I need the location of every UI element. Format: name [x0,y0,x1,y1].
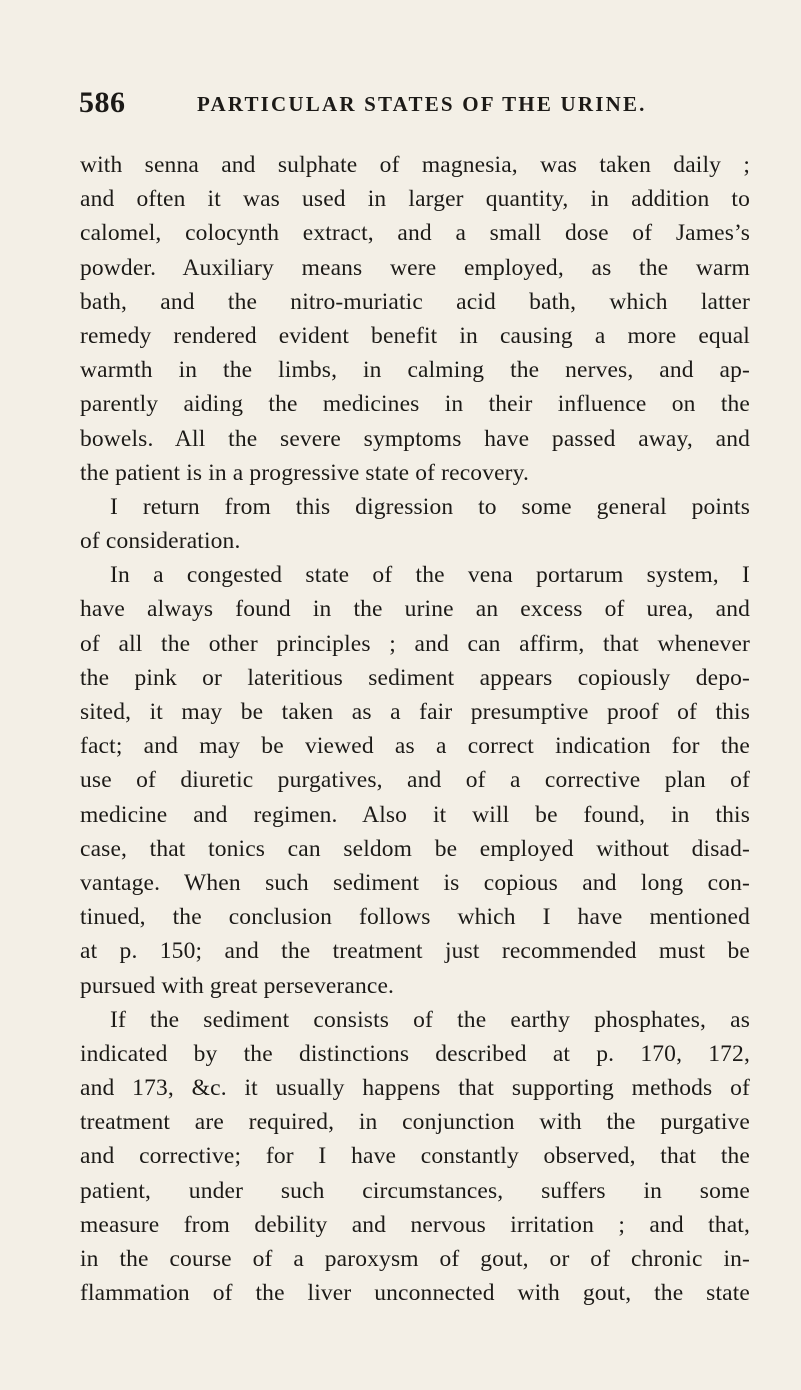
text-line: and corrective; for I have constantly observed, that the [80,1143,750,1170]
text-line: of consideration. [80,528,241,555]
text-line: pursued with great perseverance. [80,972,395,999]
text-line: vantage. When such sediment is copious and long con- [80,869,750,896]
text-line: remedy rendered evident benefit in causing a more equal [80,322,750,349]
text-line: of all the other principles ; and can affirm, that whenever [80,630,750,657]
text-line: at p. 150; and the treatment just recommended must be [80,938,750,965]
text-line: calomel, colocynth extract, and a small dose of James’s [80,220,750,247]
running-head [79,86,759,120]
text-line: parently aiding the medicines in their influence on the [80,391,750,418]
text-line: and 173, &c. it usually happens that supporting methods of [80,1075,750,1102]
page-number: 586 [79,86,126,119]
text-line: warmth in the limbs, in calming the nerves, and ap- [80,357,750,384]
text-line: the patient is in a progressive state of recovery. [80,459,530,486]
text-line: have always found in the urine an excess of urea, and [80,596,750,623]
text-line: medicine and regimen. Also it will be found, in this [80,801,750,828]
text-line: fact; and may be viewed as a correct indication for the [80,733,750,760]
text-line: treatment are required, in conjunction with the purgative [80,1109,750,1136]
text-line: the pink or lateritious sediment appears copiously depo- [80,664,750,691]
text-line: I return from this digression to some general points [110,493,750,520]
text-line: tinued, the conclusion follows which I have mentioned [80,904,750,931]
text-line: powder. Auxiliary means were employed, as the warm [80,254,750,281]
body-text [80,148,750,1310]
text-line: indicated by the distinctions described at p. 170, 172, [80,1040,750,1067]
text-line: flammation of the liver unconnected with gout, the state [80,1280,750,1307]
text-line: in the course of a paroxysm of gout, or of chronic in- [80,1246,750,1272]
running-title: PARTICULAR STATES OF THE URINE. [197,92,647,116]
text-line: and often it was used in larger quantity, in addition to [80,186,750,213]
text-line: with senna and sulphate of magnesia, was taken daily ; [80,152,750,178]
text-line: bath, and the nitro-muriatic acid bath, which latter [80,288,750,315]
text-line: If the sediment consists of the earthy phosphates, as [110,1006,750,1033]
text-line: measure from debility and nervous irritation ; and that, [80,1211,750,1238]
text-line: case, that tonics can seldom be employed without disad- [80,835,750,862]
text-line: sited, it may be taken as a fair presumptive proof of this [80,699,750,725]
text-line: patient, under such circumstances, suffers in some [80,1177,750,1204]
text-line: use of diuretic purgatives, and of a corrective plan of [80,767,750,794]
text-line: bowels. All the severe symptoms have passed away, and [80,425,750,452]
text-line: In a congested state of the vena portarum system, I [110,562,750,589]
